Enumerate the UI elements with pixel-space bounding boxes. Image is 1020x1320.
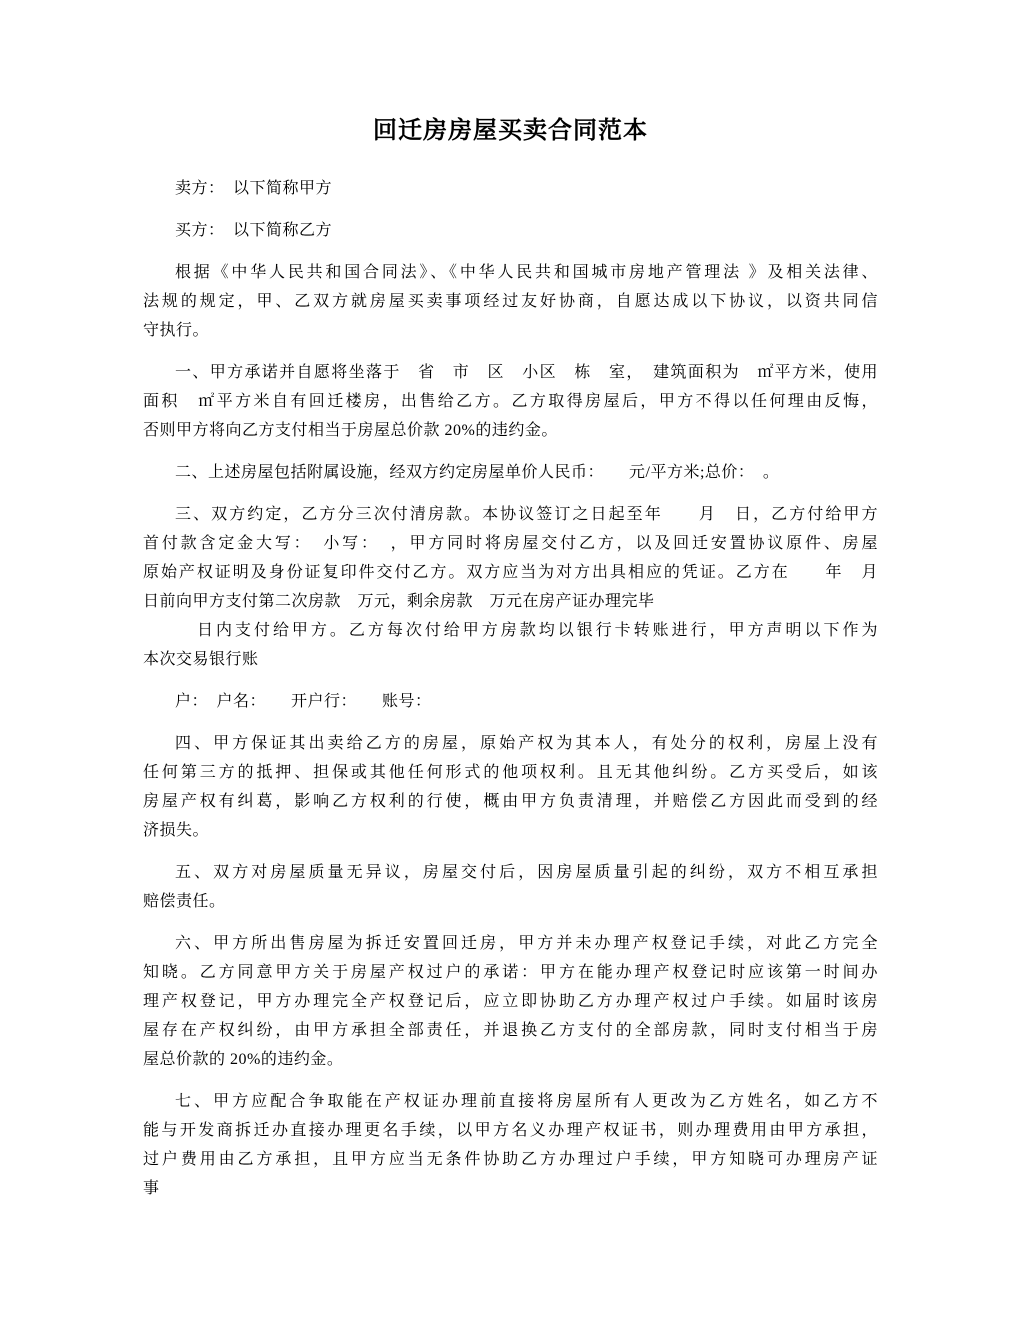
text-line: 卖方： 以下简称甲方: [175, 180, 333, 197]
text-line: 三、双方约定，乙方分三次付清房款。本协议签订之日起至年 月 日，乙方付给甲方: [175, 506, 878, 523]
recitals: [143, 258, 878, 345]
text-line: 屋存在产权纠纷，由甲方承担全部责任，并退换乙方支付的全部房款，同时支付相当于房: [143, 1022, 878, 1039]
text-line: 屋总价款的 20%的违约金。: [143, 1051, 344, 1068]
bank-account: [143, 687, 878, 716]
text-line: 房屋产权有纠葛，影响乙方权利的行使，概由甲方负责清理，并赔偿乙方因此而受到的经: [143, 793, 878, 810]
text-line: 济损失。: [143, 822, 210, 839]
party-buyer: [143, 216, 878, 245]
text-line: 知晓。乙方同意甲方关于房屋产权过户的承诺：甲方在能办理产权登记时应该第一时间办: [143, 964, 878, 981]
text-line: 守执行。: [143, 322, 210, 339]
text-line: 本次交易银行账: [143, 651, 259, 668]
text-line: 否则甲方将向乙方支付相当于房屋总价款 20%的违约金。: [143, 422, 558, 439]
text-line: 根据《中华人民共和国合同法》、《中华人民共和国城市房地产管理法 》及相关法律、: [175, 264, 878, 281]
text-line: 户： 户名： 开户行： 账号：: [175, 693, 432, 710]
text-line: 任何第三方的抵押、担保或其他任何形式的他项权利。且无其他纠纷。乙方买受后，如该: [143, 764, 878, 781]
document-title: 回迁房房屋买卖合同范本: [373, 118, 648, 144]
clause-7: [143, 1087, 878, 1203]
text-line: 日内支付给甲方。乙方每次付给甲方房款均以银行卡转账进行，甲方声明以下作为: [197, 622, 878, 639]
text-line: 七、甲方应配合争取能在产权证办理前直接将房屋所有人更改为乙方姓名，如乙方不: [175, 1093, 878, 1110]
text-line: 买方： 以下简称乙方: [175, 222, 333, 239]
clause-3: [143, 500, 878, 674]
clause-1: [143, 358, 878, 445]
clause-4: [143, 729, 878, 845]
text-line: 原始产权证明及身份证复印件交付乙方。双方应当为对方出具相应的凭证。乙方在 年 月: [143, 564, 878, 581]
text-line: 首付款含定金大写： 小写： ，甲方同时将房屋交付乙方，以及回迁安置协议原件、房屋: [143, 535, 878, 552]
text-line: 一、甲方承诺并自愿将坐落于 省 市 区 小区 栋 室， 建筑面积为 ㎡平方米，使用: [175, 364, 878, 381]
text-line: 赔偿责任。: [143, 893, 226, 910]
clause-2: [143, 458, 878, 487]
text-line: 日前向甲方支付第二次房款 万元，剩余房款 万元在房产证办理完毕: [143, 593, 655, 610]
party-seller: [143, 174, 878, 203]
clause-6: [143, 929, 878, 1074]
clause-5: [143, 858, 878, 916]
document-body: [143, 174, 878, 1203]
text-line: 法规的规定，甲、乙双方就房屋买卖事项经过友好协商，自愿达成以下协议，以资共同信: [143, 293, 878, 310]
text-line: 二、上述房屋包括附属设施，经双方约定房屋单价人民币： 元/平方米;总价： 。: [175, 464, 780, 481]
text-line: 面积 ㎡平方米自有回迁楼房，出售给乙方。乙方取得房屋后，甲方不得以任何理由反悔，: [143, 393, 878, 410]
text-line: 五、双方对房屋质量无异议，房屋交付后，因房屋质量引起的纠纷，双方不相互承担: [175, 864, 878, 881]
text-line: 过户费用由乙方承担，且甲方应当无条件协助乙方办理过户手续，甲方知晓可办理房产证: [143, 1151, 878, 1168]
text-line: 理产权登记，甲方办理完全产权登记后，应立即协助乙方办理产权过户手续。如届时该房: [143, 993, 878, 1010]
text-line: 事: [143, 1180, 160, 1197]
text-line: 四、甲方保证其出卖给乙方的房屋，原始产权为其本人，有处分的权利，房屋上没有: [175, 735, 878, 752]
document-content: [143, 115, 878, 1216]
text-line: 六、甲方所出售房屋为拆迁安置回迁房，甲方并未办理产权登记手续，对此乙方完全: [175, 935, 878, 952]
text-line: 能与开发商拆迁办直接办理更名手续，以甲方名义办理产权证书，则办理费用由甲方承担，: [143, 1122, 878, 1139]
